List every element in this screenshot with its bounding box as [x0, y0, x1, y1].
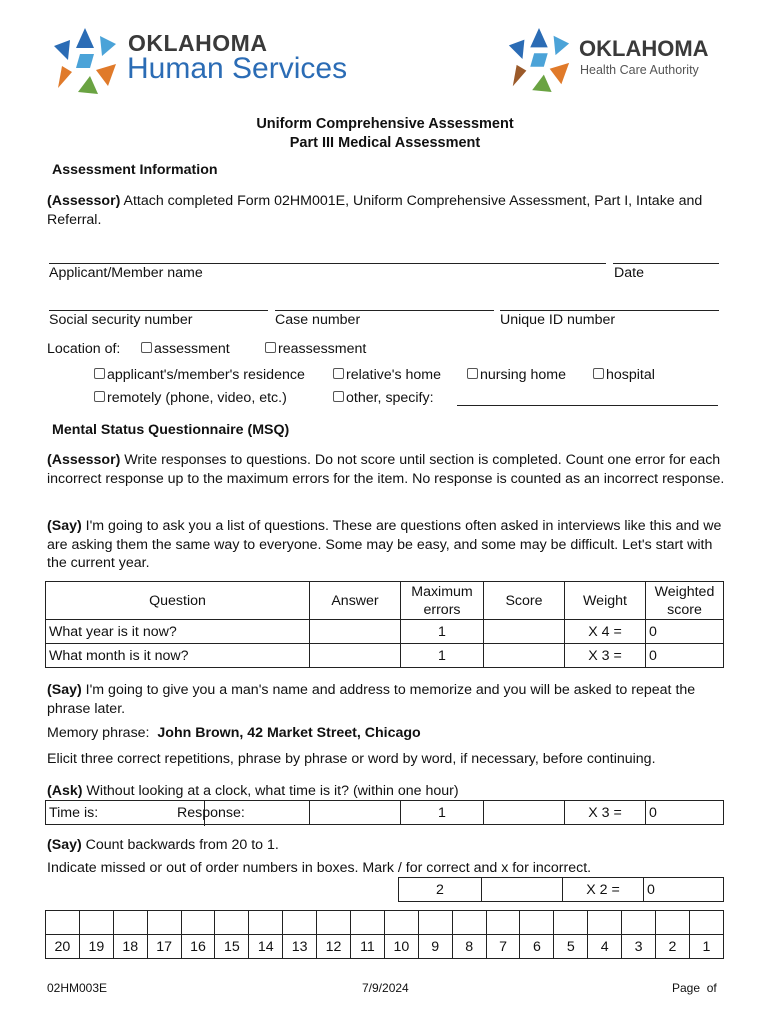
- ohca-star-icon: [505, 26, 573, 94]
- other-option-label: other, specify:: [346, 390, 434, 406]
- unique-id-field[interactable]: [500, 310, 719, 311]
- ssn-field[interactable]: [49, 310, 268, 311]
- msq-say-text: I'm going to ask you a list of questions. These are questions often asked in interviews like this and we are asking them the same way to everyone. Some may be easy, and some may be difficult. Let's start with the current year.: [47, 518, 722, 571]
- count-mark-box[interactable]: [46, 911, 80, 935]
- memory-phrase-value: John Brown, 42 Market Street, Chicago: [157, 725, 421, 741]
- row-weight: X 4 =: [565, 620, 646, 644]
- count-backwards-grid: [45, 910, 724, 959]
- row-score-input[interactable]: [484, 620, 565, 644]
- other-specify-field[interactable]: [457, 405, 718, 406]
- count-number: 5: [554, 935, 588, 959]
- count-weighted: 0: [644, 878, 724, 902]
- count-indicate-instructions: Indicate missed or out of order numbers in boxes. Mark / for correct and x for incorrect.: [47, 860, 592, 876]
- checkbox-icon: [467, 368, 478, 379]
- memory-phrase-label: Memory phrase:: [47, 725, 150, 741]
- header-max2: errors: [423, 601, 461, 618]
- checkbox-residence[interactable]: [94, 367, 305, 383]
- count-mark-box[interactable]: [181, 911, 215, 935]
- count-mark-box[interactable]: [452, 911, 486, 935]
- date-label: Date: [614, 265, 644, 281]
- ohs-star-icon: [50, 26, 120, 96]
- count-score-input[interactable]: [482, 878, 563, 902]
- checkbox-remotely[interactable]: [94, 390, 287, 406]
- count-mark-box[interactable]: [384, 911, 418, 935]
- count-number: 16: [181, 935, 215, 959]
- count-number: 2: [656, 935, 690, 959]
- row-weight: X 3 =: [565, 644, 646, 668]
- count-mark-box[interactable]: [147, 911, 181, 935]
- row-answer-input[interactable]: [310, 644, 401, 668]
- count-mark-box[interactable]: [486, 911, 520, 935]
- time-ask-instructions: [47, 783, 459, 799]
- msq-assessor-instructions: [47, 451, 727, 488]
- count-max: 2: [399, 878, 482, 902]
- checkbox-icon: [94, 391, 105, 402]
- count-number: 12: [317, 935, 351, 959]
- count-number: 1: [689, 935, 723, 959]
- memory-say-text: I'm going to give you a man's name and address to memorize and you will be asked to repeat the phrase later.: [47, 682, 696, 717]
- msq-table-header: [46, 582, 724, 620]
- header-weight: Weight: [565, 582, 646, 620]
- row-max: 1: [401, 620, 484, 644]
- count-number: 8: [452, 935, 486, 959]
- msq-table: [45, 581, 724, 668]
- memory-say-instructions: [47, 681, 727, 718]
- relative-option-label: relative's home: [346, 367, 441, 383]
- checkbox-icon: [94, 368, 105, 379]
- count-mark-box[interactable]: [689, 911, 723, 935]
- count-mark-box[interactable]: [113, 911, 147, 935]
- applicant-name-field[interactable]: [49, 263, 606, 264]
- checkbox-nursing-home[interactable]: [467, 367, 566, 383]
- reassessment-option-label: reassessment: [278, 341, 367, 357]
- ohca-logo-line1: OKLAHOMA: [579, 36, 709, 61]
- count-say-instructions: [47, 837, 279, 853]
- checkbox-icon: [593, 368, 604, 379]
- footer-form-number: 02HM003E: [47, 981, 108, 995]
- checkbox-other[interactable]: [333, 390, 434, 406]
- row-score-input[interactable]: [484, 644, 565, 668]
- time-ask-label: (Ask): [47, 783, 83, 799]
- row-max: 1: [401, 644, 484, 668]
- count-number: 6: [520, 935, 554, 959]
- count-number: 13: [283, 935, 317, 959]
- count-number: 11: [351, 935, 385, 959]
- case-number-label: Case number: [275, 312, 361, 328]
- footer-date: 7/9/2024: [362, 981, 409, 995]
- table-row: [399, 878, 724, 902]
- nursing-option-label: nursing home: [480, 367, 566, 383]
- count-mark-box[interactable]: [249, 911, 283, 935]
- assessor-text: Attach completed Form 02HM001E, Uniform Comprehensive Assessment, Part I, Intake and Referral.: [47, 193, 703, 228]
- checkbox-icon: [333, 368, 344, 379]
- time-ask-text: Without looking at a clock, what time is it? (within one hour): [82, 783, 459, 799]
- checkbox-icon: [265, 342, 276, 353]
- table-row: [46, 644, 724, 668]
- assessor-label: (Assessor): [47, 193, 121, 209]
- table-row: [46, 620, 724, 644]
- checkbox-assessment[interactable]: [141, 341, 230, 357]
- checkbox-reassessment[interactable]: [265, 341, 366, 357]
- row-question: What month is it now?: [46, 644, 310, 668]
- header-weighted2: score: [667, 601, 702, 618]
- time-cell: [46, 801, 310, 825]
- count-number: 18: [113, 935, 147, 959]
- unique-id-label: Unique ID number: [500, 312, 616, 328]
- msq-assessor-text: Write responses to questions. Do not score until section is completed. Count one error for each incorrect response up to the maximum errors for the item. No response is counted as an incorrect response.: [47, 452, 725, 487]
- count-number: 4: [588, 935, 622, 959]
- page-title: [0, 115, 770, 153]
- count-say-label: (Say): [47, 837, 82, 853]
- count-mark-box[interactable]: [79, 911, 113, 935]
- time-weight: X 3 =: [565, 801, 646, 825]
- count-number: 19: [79, 935, 113, 959]
- count-mark-box[interactable]: [554, 911, 588, 935]
- checkbox-icon: [333, 391, 344, 402]
- count-number: 20: [46, 935, 80, 959]
- count-mark-box[interactable]: [520, 911, 554, 935]
- header-weighted1: Weighted: [654, 583, 715, 600]
- count-mark-box[interactable]: [351, 911, 385, 935]
- footer-page: Page of: [672, 981, 717, 995]
- elicit-instructions: Elicit three correct repetitions, phrase by phrase or word by word, if necessary, before continuing.: [47, 751, 656, 767]
- assessment-option-label: assessment: [154, 341, 230, 357]
- count-number: 10: [384, 935, 418, 959]
- table-row: [46, 801, 724, 825]
- count-mark-box[interactable]: [656, 911, 690, 935]
- date-field[interactable]: [613, 263, 719, 264]
- residence-option-label: applicant's/member's residence: [107, 367, 305, 383]
- count-number: 15: [215, 935, 249, 959]
- count-number: 3: [622, 935, 656, 959]
- msq-say-label: (Say): [47, 518, 82, 534]
- header-weighted-score: [646, 582, 724, 620]
- row-weighted: 0: [646, 644, 724, 668]
- applicant-name-label: Applicant/Member name: [49, 265, 203, 281]
- header-answer: Answer: [310, 582, 401, 620]
- count-mark-box[interactable]: [622, 911, 656, 935]
- count-mark-box[interactable]: [418, 911, 452, 935]
- remotely-option-label: remotely (phone, video, etc.): [107, 390, 287, 406]
- header-max-errors: [401, 582, 484, 620]
- header-question: Question: [46, 582, 310, 620]
- memory-phrase: [47, 725, 421, 741]
- row-weighted: 0: [646, 620, 724, 644]
- count-numbers-row: [46, 935, 724, 959]
- location-label: Location of:: [47, 341, 121, 357]
- hospital-option-label: hospital: [606, 367, 655, 383]
- count-weight: X 2 =: [563, 878, 644, 902]
- count-boxes-row: [46, 911, 724, 935]
- assessment-info-heading: Assessment Information: [52, 162, 218, 178]
- ssn-label: Social security number: [49, 312, 193, 328]
- time-weighted: 0: [646, 801, 724, 825]
- header-score: Score: [484, 582, 565, 620]
- time-max: 1: [401, 801, 484, 825]
- checkbox-icon: [141, 342, 152, 353]
- checkbox-relative-home[interactable]: [333, 367, 441, 383]
- count-number: 17: [147, 935, 181, 959]
- time-table: [45, 800, 724, 825]
- assessment-info-instructions: [47, 192, 727, 229]
- ohca-logo-line2: Health Care Authority: [580, 63, 699, 77]
- count-number: 7: [486, 935, 520, 959]
- count-number: 9: [418, 935, 452, 959]
- count-score-table: [398, 877, 724, 902]
- memory-say-label: (Say): [47, 682, 82, 698]
- count-number: 14: [249, 935, 283, 959]
- time-is-label: Time is:: [49, 804, 99, 821]
- count-mark-box[interactable]: [215, 911, 249, 935]
- checkbox-hospital[interactable]: [593, 367, 655, 383]
- title-line2: Part III Medical Assessment: [289, 135, 481, 151]
- response-label: Response:: [177, 805, 245, 821]
- ohs-logo: [50, 26, 380, 96]
- msq-assessor-label: (Assessor): [47, 452, 121, 468]
- ohca-logo: [505, 26, 735, 96]
- time-answer-input[interactable]: [310, 801, 401, 825]
- count-mark-box[interactable]: [283, 911, 317, 935]
- ohs-logo-line2: Human Services: [127, 52, 348, 85]
- msq-heading: Mental Status Questionnaire (MSQ): [52, 422, 290, 438]
- case-number-field[interactable]: [275, 310, 494, 311]
- count-mark-box[interactable]: [317, 911, 351, 935]
- count-say-text: Count backwards from 20 to 1.: [81, 837, 279, 853]
- msq-say-instructions: [47, 517, 727, 573]
- header-max1: Maximum: [411, 583, 473, 600]
- title-line1: Uniform Comprehensive Assessment: [256, 116, 514, 132]
- row-answer-input[interactable]: [310, 620, 401, 644]
- row-question: What year is it now?: [46, 620, 310, 644]
- count-mark-box[interactable]: [588, 911, 622, 935]
- ohs-logo-line1: OKLAHOMA: [128, 30, 268, 56]
- time-score-input[interactable]: [484, 801, 565, 825]
